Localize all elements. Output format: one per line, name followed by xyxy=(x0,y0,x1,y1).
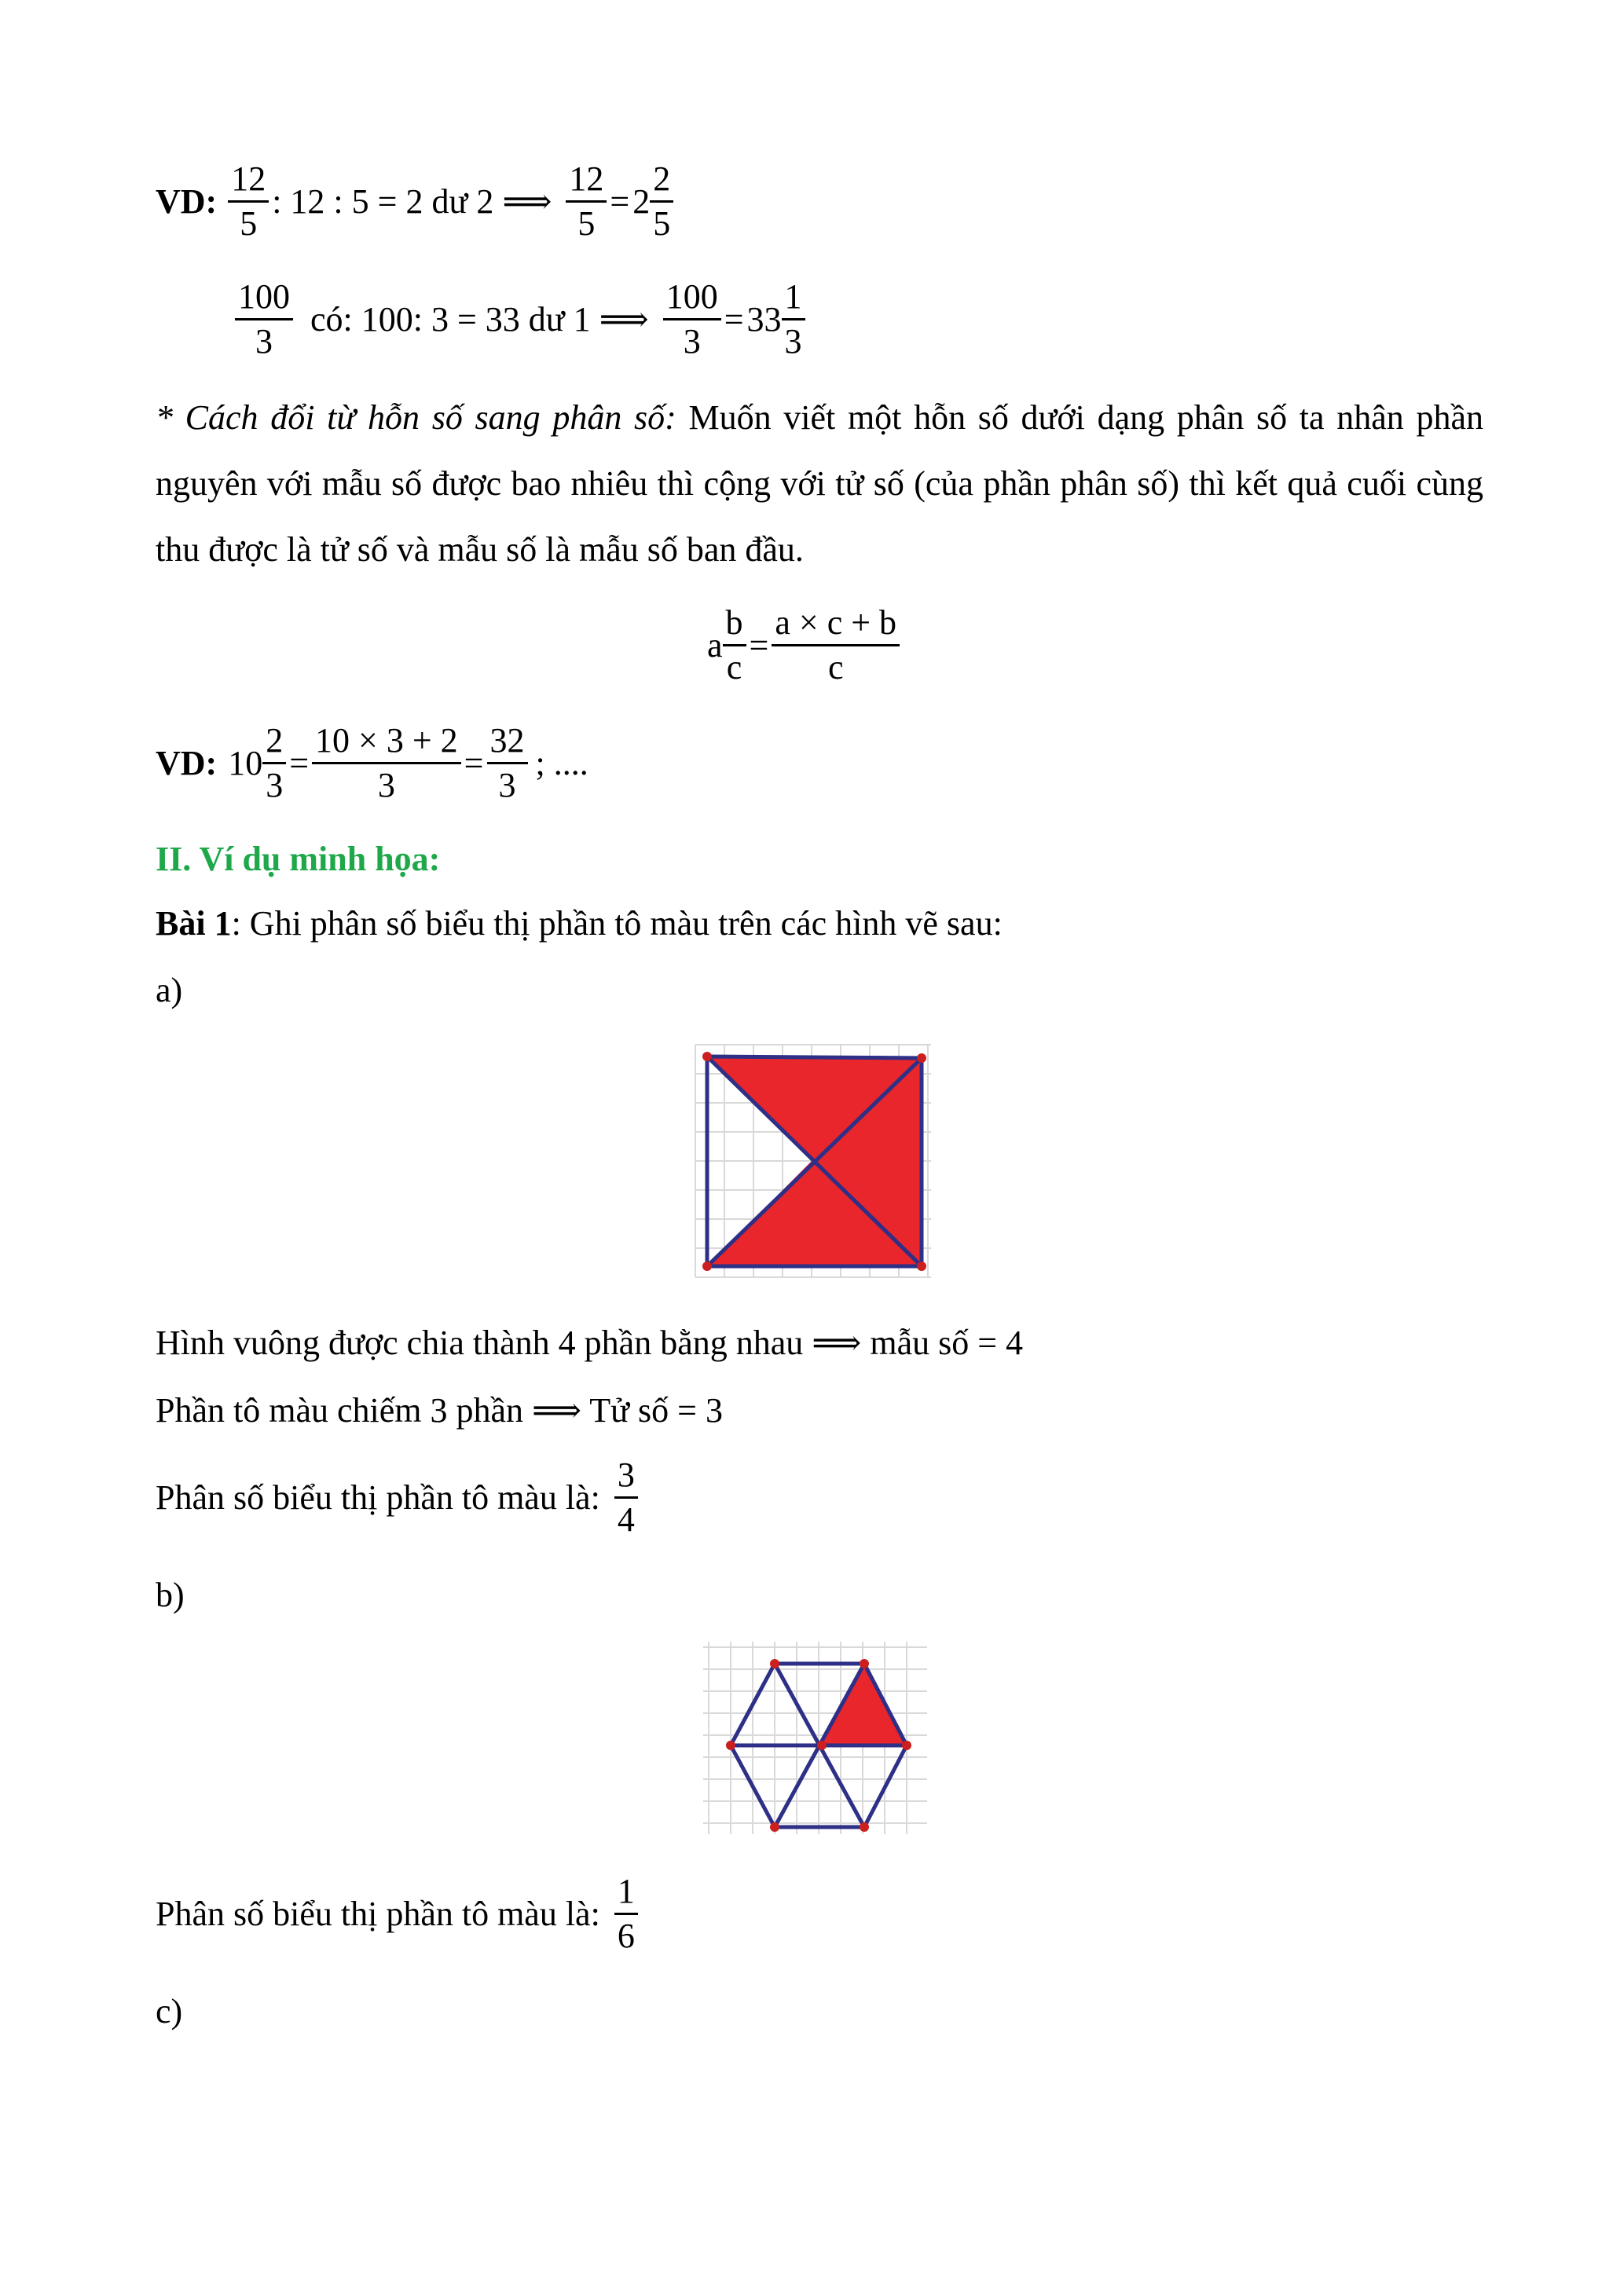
fraction-12-5: $\frac{12}{5}$ xyxy=(228,161,269,242)
formula-whole: a xyxy=(707,626,723,665)
section-heading: II. Ví dụ minh họa: xyxy=(156,840,441,878)
whole-part: 10 xyxy=(228,744,263,783)
mixed-number-formula xyxy=(707,605,903,686)
whole-part: 33 xyxy=(746,300,782,339)
fraction-12-5-b: $\frac{12}{5}$ xyxy=(566,161,607,242)
whole-part: 2 xyxy=(632,182,651,222)
part-a-line-2: Phần tô màu chiếm 3 phần ⟹ Tử số = 3 xyxy=(156,1391,723,1430)
formula-fraction: $\frac{b}{c}$ xyxy=(723,605,746,686)
square-figure xyxy=(687,1037,947,1296)
part-a-line-1: Hình vuông được chia thành 4 phần bằng nhau ⟹ mẫu số = 4 xyxy=(156,1324,1024,1362)
example-label: VD: xyxy=(156,182,218,222)
answer-fraction: $\frac{1}{6}$ xyxy=(614,1873,638,1954)
conversion-heading: * Cách đổi từ hỗn số sang phân số: xyxy=(156,398,676,437)
part-a-answer: Phân số biểu thị phần tô màu là: $\frac{3}{4}$ xyxy=(156,1457,641,1538)
example-label: VD: xyxy=(156,744,218,783)
exercise-label: Bài 1 xyxy=(156,904,232,943)
part-b-answer: Phân số biểu thị phần tô màu là: $\frac{1}{6}$ xyxy=(156,1873,641,1954)
division-text: có: 100: 3 = 33 dư 1 ⟹ xyxy=(310,300,649,339)
fraction-100-3-b: $\frac{100}{3}$ xyxy=(663,279,721,360)
example-3 xyxy=(156,723,588,804)
equals-sign: = xyxy=(289,744,310,783)
part-a-label: a) xyxy=(156,971,183,1009)
formula-result: $\frac{a \times c + b}{c}$ xyxy=(772,605,900,686)
fraction-2-3: $\frac{2}{3}$ xyxy=(262,723,286,804)
fraction-2-5: $\frac{2}{5}$ xyxy=(650,161,673,242)
fraction-expanded: $\frac{10 \times 3 + 2}{3}$ xyxy=(312,723,461,804)
shaded-triangle xyxy=(822,1664,907,1745)
fraction-32-3: $\frac{32}{3}$ xyxy=(487,723,528,804)
exercise-text: : Ghi phân số biểu thị phần tô màu trên các hình vẽ sau: xyxy=(231,904,1003,943)
hexagon-figure xyxy=(699,1638,935,1842)
equals-sign: = xyxy=(610,182,630,222)
answer-fraction: $\frac{3}{4}$ xyxy=(614,1457,638,1538)
equals-sign: = xyxy=(464,744,484,783)
part-c-label: c) xyxy=(156,1992,183,2031)
division-text: : 12 : 5 = 2 dư 2 ⟹ xyxy=(272,182,552,222)
ellipsis-text: ; .... xyxy=(535,744,588,783)
equals-sign: = xyxy=(724,300,744,339)
example-2 xyxy=(232,279,808,360)
exercise-1 xyxy=(156,903,1003,943)
equals-sign: = xyxy=(749,626,769,665)
part-b-label: b) xyxy=(156,1576,185,1614)
conversion-body: Muốn viết một hỗn số dưới dạng phân số ta nhân phần nguyên với mẫu số được bao nhiêu thì cộng với tử số (của phần phân số) thì kết quả cuối cùng thu được là tử số và mẫu số là mẫu số ban đầu. xyxy=(156,398,1483,569)
example-1 xyxy=(156,161,676,242)
fraction-100-3: $\frac{100}{3}$ xyxy=(235,279,293,360)
fraction-1-3: $\frac{1}{3}$ xyxy=(782,279,805,360)
conversion-paragraph xyxy=(156,385,1483,583)
